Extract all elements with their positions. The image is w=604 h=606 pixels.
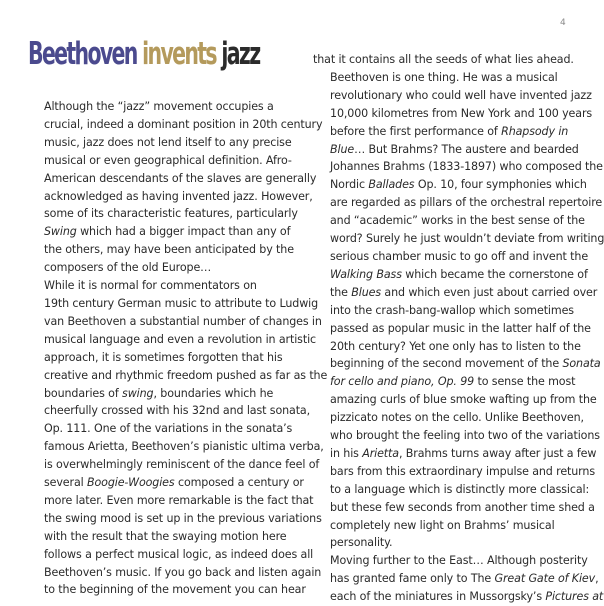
text-line [313, 87, 592, 105]
text-line [27, 259, 285, 277]
text-line [27, 170, 317, 188]
text-line [313, 463, 595, 481]
italic-title: Blues [351, 285, 381, 299]
text-line [27, 134, 292, 152]
text-line [313, 176, 587, 194]
text-run: some of its characteristic features, particularly [44, 207, 298, 221]
paragraph [27, 98, 323, 277]
text-run: that it contains all the seeds of what lies ahead. [313, 53, 574, 66]
text-line [27, 474, 304, 492]
text-line [27, 492, 314, 510]
text-run: acknowledged as having invented jazz. However, [44, 189, 313, 203]
text-line [313, 230, 604, 248]
text-line [313, 69, 577, 87]
text-run: composed a century or [174, 476, 304, 490]
text-line [27, 116, 323, 134]
italic-title: Ballades [368, 178, 415, 192]
text-run: van Beethoven a substantial number of changes in [44, 314, 322, 328]
text-run: and “academic” works in the best sense of the [330, 214, 585, 228]
text-run: , Brahms turns away after just a few [398, 446, 597, 460]
text-line [313, 105, 593, 123]
text-run: follows a perfect musical logic, as indeed does all [44, 547, 314, 561]
italic-title: Great Gate of Kiev [494, 572, 596, 586]
text-line [27, 223, 291, 241]
text-run: , boundaries which he [153, 386, 274, 400]
text-run: American descendants of the slaves are generally [44, 171, 317, 185]
text-run: revolutionary who could well have invented jazz [330, 88, 592, 102]
text-line [313, 284, 598, 302]
text-line [313, 445, 597, 463]
text-run: each of the miniatures in Mussorgsky’s [330, 590, 546, 604]
paragraph [313, 51, 577, 69]
italic-title: Rhapsody in [501, 124, 569, 138]
text-line [313, 552, 588, 570]
text-run: Beethoven is one thing. He was a musical [330, 70, 558, 84]
text-line [27, 152, 292, 170]
text-line [27, 313, 322, 331]
text-line [27, 205, 298, 223]
text-line [313, 373, 577, 391]
title-word-beethoven: Beethoven [28, 36, 137, 72]
text-run: crucial, indeed a dominant position in 20th century [44, 117, 323, 131]
text-line [313, 355, 601, 373]
text-run: cheerfully crossed with his 32nd and last sonata, [44, 404, 311, 418]
text-run: pizzicato notes on the cello. Unlike Beethoven, [330, 411, 584, 425]
italic-title: Boogie-Woogies [87, 476, 175, 490]
paragraph [313, 69, 604, 552]
text-run: before the first performance of [330, 124, 502, 138]
text-line [27, 564, 322, 582]
text-line [313, 517, 577, 535]
text-run: the others, may have been anticipated by the [44, 243, 294, 257]
left-text-column [27, 98, 328, 599]
text-run: composers of the old Europe… [44, 261, 212, 275]
text-line [313, 320, 591, 338]
text-run: famous Arietta, Beethoven’s pianistic ultima verba, [44, 440, 324, 454]
text-run: 20th century? Yet one only has to listen to the [330, 339, 581, 353]
text-line [313, 266, 588, 284]
text-run: has granted fame only to The [330, 572, 495, 586]
text-run: the swing mood is set up in the previous variations [44, 511, 322, 525]
text-run: musical language and even a revolution in artistic [44, 332, 317, 346]
text-run: are regarded as pillars of the orchestral repertoire [330, 196, 603, 210]
text-run: , [595, 572, 599, 586]
page-number: 4 [560, 18, 566, 28]
text-line [27, 528, 285, 546]
text-run: 10,000 kilometres from New York and 100 years [330, 106, 593, 120]
text-line [27, 510, 322, 528]
text-run: Although the “jazz” movement occupies a [44, 100, 274, 113]
text-run: While it is normal for commentators on [44, 279, 257, 293]
title-word-jazz: jazz [221, 36, 260, 72]
text-line [27, 295, 319, 313]
right-text-column [313, 51, 604, 606]
text-line [27, 402, 311, 420]
text-line [27, 367, 328, 385]
text-line [313, 212, 585, 230]
text-run: which became the cornerstone of [401, 267, 588, 281]
text-line [27, 277, 285, 295]
text-line [27, 385, 285, 403]
text-line [27, 188, 313, 206]
page-title [28, 34, 259, 74]
text-run: more later. Even more remarkable is the fact that [44, 493, 314, 507]
text-run: in his [330, 446, 363, 460]
text-line [313, 158, 603, 176]
text-run: to a language which is distinctly more classical: [330, 482, 590, 496]
text-line [313, 481, 590, 499]
text-line [27, 241, 294, 259]
text-line [313, 534, 577, 552]
text-run: into the crash-bang-wallop which sometimes [330, 303, 574, 317]
text-run: Op. 111. One of the variations in the sonata’s [44, 422, 293, 436]
text-line [313, 338, 581, 356]
text-run: the [330, 285, 352, 299]
text-line [27, 546, 314, 564]
text-run: which had a bigger impact than any of [76, 225, 291, 239]
text-line [313, 51, 577, 69]
text-run: to sense the most [474, 375, 576, 389]
text-line [313, 570, 599, 588]
text-line [27, 581, 306, 599]
text-run: approach, it is sometimes forgotten that his [44, 350, 283, 364]
text-run: Beethoven’s music. If you go back and listen again [44, 565, 322, 579]
text-line [313, 427, 600, 445]
text-line [313, 588, 604, 606]
text-line [313, 123, 577, 141]
text-run: creative and rhythmic freedom pushed as far as the [44, 368, 328, 382]
text-run: amazing curls of blue smoke wafting up from the [330, 393, 597, 407]
title-word-invents: invents [142, 36, 216, 72]
text-run: personality. [330, 536, 393, 550]
italic-title: swing [122, 386, 154, 400]
text-run: but these few seconds from another time shed a [330, 500, 595, 514]
text-run: completely new light on Brahms’ musical [330, 518, 555, 532]
text-line [313, 391, 597, 409]
text-line [313, 194, 603, 212]
paragraph [27, 277, 328, 599]
text-line [27, 349, 285, 367]
text-run: Op. 10, four symphonies which [414, 178, 587, 192]
italic-title: Pictures at [545, 590, 604, 604]
text-line [313, 499, 595, 517]
text-run: with the result that the swaying motion here [44, 529, 287, 543]
text-run: bars from this extraordinary impulse and returns [330, 464, 595, 478]
italic-title: for cello and piano, Op. 99 [330, 375, 475, 389]
italic-title: Walking Bass [330, 267, 402, 281]
italic-title: Blue [330, 142, 355, 156]
text-run: beginning of the second movement of the [330, 357, 563, 371]
text-line [313, 302, 577, 320]
text-run: 19th century German music to attribute to Ludwig [44, 296, 319, 310]
text-line [27, 98, 285, 116]
italic-title: Swing [44, 225, 77, 239]
text-line [27, 438, 324, 456]
text-line [313, 141, 577, 159]
text-line [313, 409, 584, 427]
text-run: … But Brahms? The austere and bearded [354, 142, 579, 156]
text-run: and which even just about carried over [381, 285, 598, 299]
text-run: Johannes Brahms (1833-1897) who composed the [330, 160, 603, 174]
text-run: music, jazz does not lend itself to any precise [44, 135, 292, 149]
paragraph [313, 552, 604, 606]
text-run: who brought the feeling into two of the variations [330, 429, 600, 443]
italic-title: Arietta [362, 446, 399, 460]
text-run: Moving further to the East… Although posterity [330, 554, 588, 568]
text-run: passed as popular music in the latter half of the [330, 321, 591, 335]
text-run: to the beginning of the movement you can hear [44, 583, 306, 597]
text-run: is overwhelmingly reminiscent of the dance feel of [44, 458, 320, 472]
text-run: musical or even geographical definition. Afro- [44, 153, 292, 167]
italic-title: Sonata [562, 357, 601, 371]
text-run: Nordic [330, 178, 369, 192]
text-line [27, 456, 320, 474]
text-run: word? Surely he just wouldn’t deviate from writing [330, 232, 604, 246]
text-run: several [44, 476, 88, 490]
text-line [27, 420, 293, 438]
text-line [313, 248, 589, 266]
text-run: serious chamber music to go off and invent the [330, 249, 589, 263]
text-run: boundaries of [44, 386, 123, 400]
text-line [27, 331, 317, 349]
